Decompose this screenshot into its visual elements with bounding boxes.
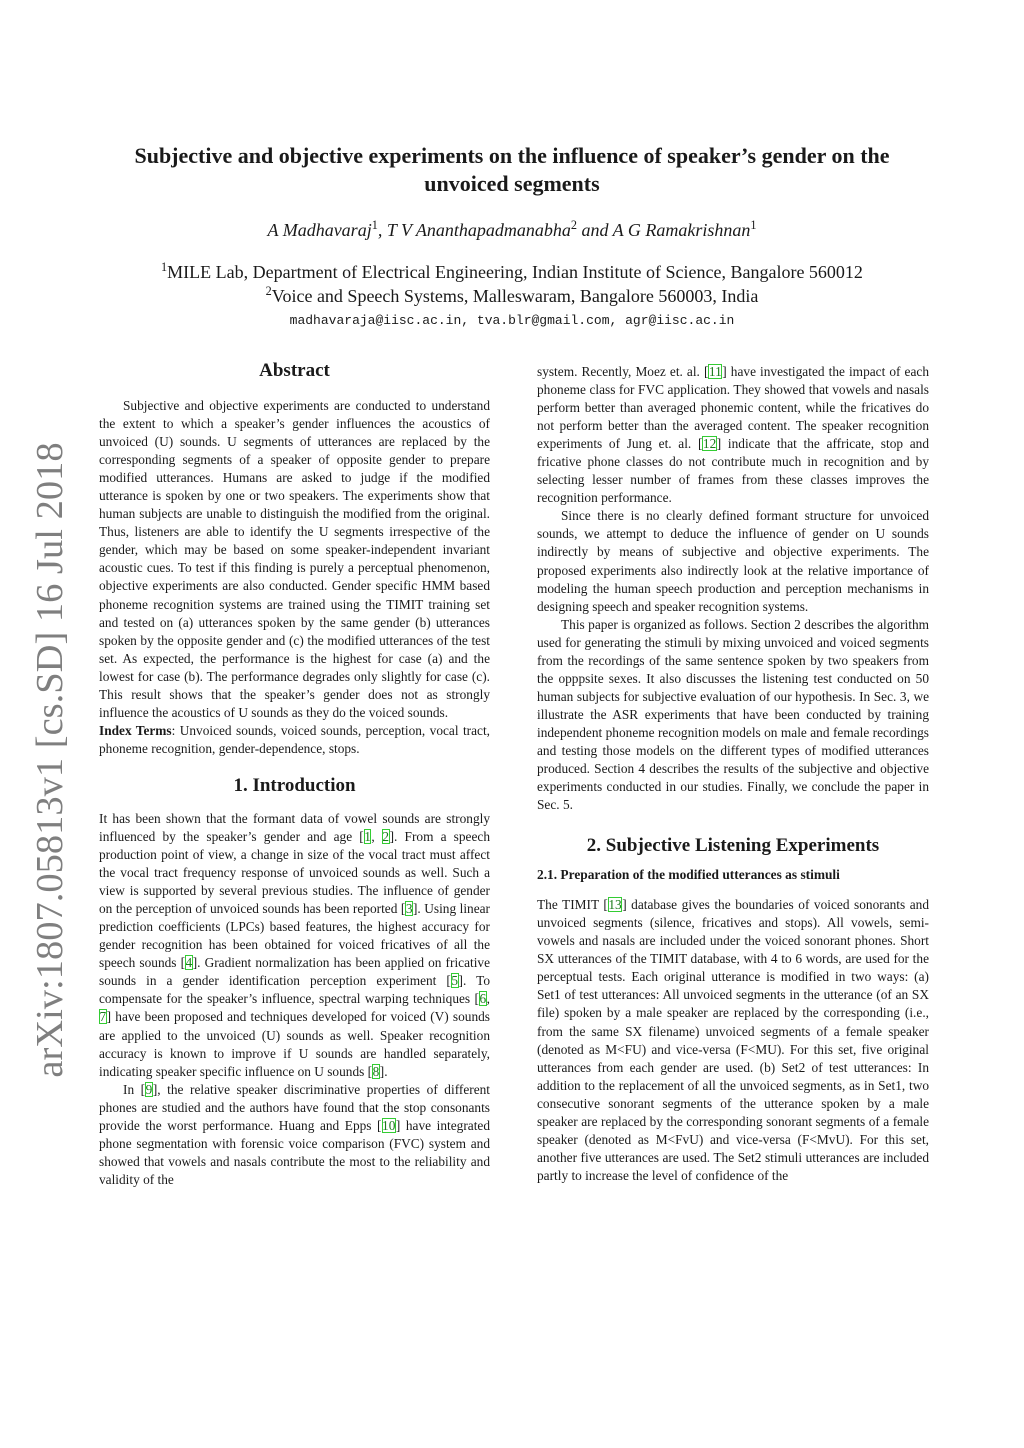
author-name: T V Ananthapadmanabha <box>386 220 571 240</box>
citation-link[interactable]: 12 <box>702 436 717 452</box>
section-2-heading: 2. Subjective Listening Experiments <box>586 835 880 857</box>
citation-link[interactable]: 3 <box>405 901 413 917</box>
affiliation-mark: 1 <box>161 260 168 274</box>
intro-paragraph-1: It has been shown that the formant data of vowel sounds are strongly influenced by the speaker’s gender and age [1, 2]. From a speech production point of view, a change in size of the vocal tract must affect the vocal tract frequency response of unvoiced sounds as well. Such a view is supported by several previous studies. The influence of gender on the perception of unvoiced sounds has been reported [3]. Using linear prediction coefficients (LPCs) based features, the highest accuracy for gender recognition has been obtained for voiced fricatives of all the speech sounds [4]. Gradient normalization has been applied on fricative sounds in a gender identification perception experiment [5]. To compensate for the speaker’s influence, spectral warping techniques [6, 7] have been proposed and techniques developed for voiced (V) sounds are applied to the unvoiced (U) sounds as well. Speaker recognition accuracy is known to improve if U sounds are handled separately, indicating speaker specific influence on U sounds [8]. <box>99 810 491 1079</box>
intro-paragraph-2: In [9], the relative speaker discriminative properties of different phones are studied and the authors have found that the stop consonants provide the worst performance. Huang and Epps [10] have integrated phone segmentation with forensic voice comparison (FVC) system and showed that vowels and nasals contribute the most to the reliability and validity of the <box>99 1081 491 1187</box>
author-separator: and <box>576 220 613 240</box>
abstract-heading: Abstract <box>259 360 330 381</box>
affiliation-mark: 2 <box>265 284 272 298</box>
intro-paragraph-4: This paper is organized as follows. Section 2 describes the algorithm used for generating the stimuli by mixing unvoiced and voiced segments from the recordings of the same sentence spoken by two speakers from the opppsite sexes. It also discusses the listening test conducted on 50 human subjects for subjective evaluation of our hypothesis. In Sec. 3, we illustrate the ASR experiments that have been conducted by training independent phoneme recognition models on male and female recordings and testing those models on the different types of modified utterances produced. Section 4 describes the results of the subjective and objective experiments conducted in our studies. Finally, we conclude the paper in Sec. 5. <box>537 616 929 813</box>
citation-link[interactable]: 5 <box>451 973 459 989</box>
author-affiliation-mark: 1 <box>750 218 757 232</box>
abstract-text: Subjective and objective experiments are conducted to understand the extent to which a speaker’s gender influences the acoustics of unvoiced (U) sounds. U segments of utterances are replaced by the corresponding segments of a speaker of opposite gender to prepare modified utterances. Humans are asked to judge if the modified utterance is spoken by one or two speakers. The experiments show that human subjects are unable to distinguish the modified from the original. Thus, listeners are able to identify the U segments irrespective of the gender, which may be based on some speaker-independent invariant acoustic cues. To test if this finding is purely a perceptual phenomenon, objective experiments are also conducted. Gender specific HMM based phoneme recognition systems are trained using the TIMIT training set and tested on (a) utterances spoken by the same gender (b) utterances spoken by the opposite gender and (c) the modified utterances of the test set. As expected, the performance is the highest for case (a) and the lowest for case (b). The performance degrades only slightly for case (c). This result shows that the speaker’s gender does not as strongly influence the acoustics of U sounds as they do the voiced sounds. <box>99 398 490 720</box>
affiliation-text: MILE Lab, Department of Electrical Engineering, Indian Institute of Science, Bangalore 560012 <box>167 262 863 282</box>
author-name: A G Ramakrishnan <box>612 220 751 240</box>
citation-link[interactable]: 6 <box>479 991 487 1007</box>
affiliation-1 <box>90 261 934 283</box>
section-1-heading: 1. Introduction <box>233 774 356 796</box>
citation-link[interactable]: 7 <box>99 1009 107 1025</box>
citation-link[interactable]: 13 <box>608 897 622 913</box>
citation-link[interactable]: 1 <box>364 828 371 844</box>
subsection-2-1-heading: 2.1. Preparation of the modified utterances as stimuli <box>537 867 840 883</box>
author-affiliation-mark: 2 <box>570 218 577 232</box>
author-name: A Madhavaraj <box>267 220 372 240</box>
author-list <box>90 219 934 241</box>
author-affiliation-mark: 1 <box>371 218 378 232</box>
author-emails: madhavaraja@iisc.ac.in, tva.blr@gmail.com, agr@iisc.ac.in <box>289 313 735 328</box>
author-separator: , <box>377 220 387 240</box>
citation-link[interactable]: 11 <box>708 364 722 379</box>
citation-link[interactable]: 10 <box>382 1117 396 1133</box>
index-terms <box>99 722 490 758</box>
paper-title: Subjective and objective experiments on the influence of speaker’s gender on the unvoiced segments <box>134 143 890 196</box>
index-terms-text: : Unvoiced sounds, voiced sounds, perception, vocal tract, phoneme recognition, gender-dependence, stops. <box>99 722 490 756</box>
arxiv-side-stamp: arXiv:1807.05813v1 [cs.SD] 16 Jul 2018 <box>29 442 71 1078</box>
index-terms-label: Index Terms <box>99 722 172 738</box>
citation-link[interactable]: 4 <box>185 955 193 971</box>
intro-paragraph-2-continued: system. Recently, Moez et. al. [11] have investigated the impact of each phoneme class for FVC application. They showed that vowels and nasals perform better than averaged phonemic content, while the fricatives do not perform better than the averaged content. The speaker recognition experiments of Jung et. al. [12] indicate that the affricate, stop and fricative phone classes do not contribute much in recognition and by selecting lesser number of frames from these classes improves the recognition performance. <box>537 364 930 506</box>
citation-link[interactable]: 9 <box>145 1081 153 1097</box>
section-2-paragraph-1: The TIMIT [13] database gives the boundaries of voiced sonorants and unvoiced segments (silence, fricatives and stops). All vowels, semi-vowels and nasals are included under the voiced sonorant phones. Short SX utterances of the TIMIT database, with 4 to 6 words, are used for the perceptual tests. Each original utterance is modified in two ways: (a) Set1 of test utterances: All unvoiced segments in the utterance (of an SX file) spoken by a male speaker are replaced by the corresponding (i.e., from the same SX filename) unvoiced segments of a female speaker (denoted as M<FU) and vice-versa (F<MU). For this set, five original utterances from each gender are used. (b) Set2 of test utterances: In addition to the replacement of all the unvoiced segments, as in Set1, two consecutive sonorant segments of the utterance spoken by a male speaker are replaced by the corresponding sonorant segments of a female speaker (denoted as M<FvU) and vice-versa (F<MvU). For this set, another five utterances are used. The Set2 stimuli utterances are included partly to increase the level of confidence of the <box>537 897 929 1183</box>
affiliation-2 <box>90 285 934 307</box>
affiliation-text: Voice and Speech Systems, Malleswaram, Bangalore 560003, India <box>271 286 759 306</box>
right-column <box>537 363 929 1185</box>
intro-paragraph-3: Since there is no clearly defined formant structure for unvoiced sounds, we attempt to deduce the influence of gender on U sounds indirectly by means of subjective and objective experiments. The proposed experiments also indirectly look at the relative importance of modeling the human speech production and perception mechanisms in designing speech and speaker recognition systems. <box>537 508 929 614</box>
citation-link[interactable]: 2 <box>382 828 390 844</box>
citation-link[interactable]: 8 <box>372 1063 380 1079</box>
left-column <box>99 359 490 1189</box>
